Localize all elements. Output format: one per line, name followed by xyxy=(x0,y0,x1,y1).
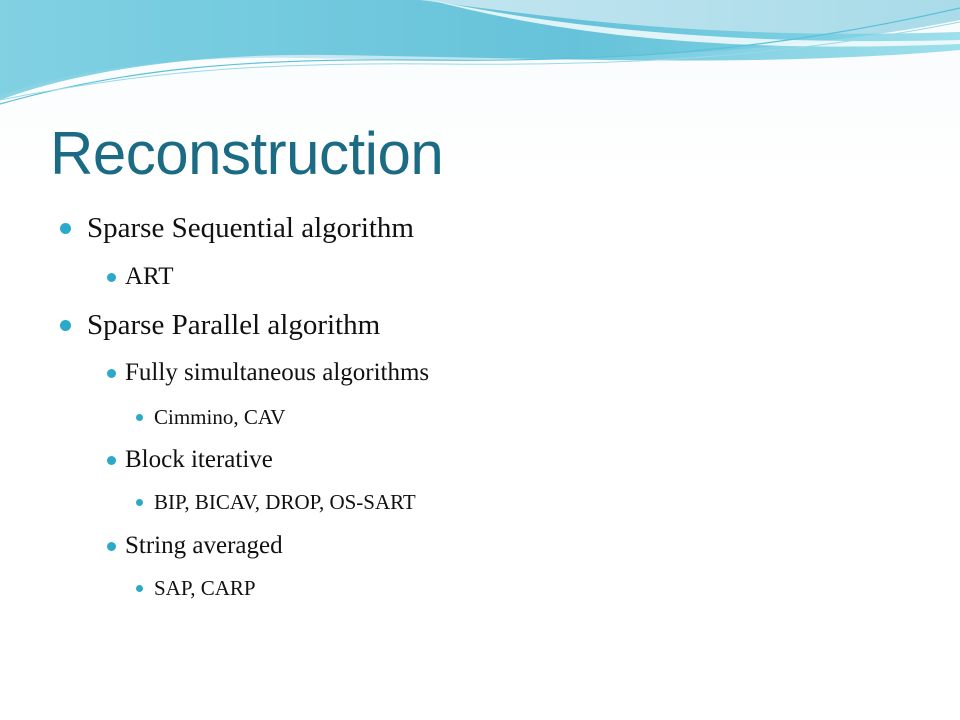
bullet-item: Block iterative xyxy=(125,446,273,473)
bullet-marker xyxy=(60,320,71,331)
bullet-item: Sparse Sequential algorithm xyxy=(87,212,414,244)
bullet-marker xyxy=(136,414,143,421)
bullet-marker xyxy=(107,273,116,282)
bullet-marker xyxy=(136,499,143,506)
bullet-marker xyxy=(107,542,116,551)
bullet-marker xyxy=(107,369,116,378)
bullet-item: SAP, CARP xyxy=(154,576,256,600)
bullet-item: Fully simultaneous algorithms xyxy=(125,359,430,386)
bullet-item: BIP, BICAV, DROP, OS-SART xyxy=(154,490,416,514)
bullet-item: Sparse Parallel algorithm xyxy=(87,309,381,341)
bullet-item: String averaged xyxy=(125,532,283,559)
slide-title: Reconstruction xyxy=(50,120,444,187)
bullet-item: ART xyxy=(125,263,174,290)
bullet-marker xyxy=(60,223,71,234)
bullet-marker xyxy=(136,585,143,592)
bullet-marker xyxy=(107,456,116,465)
bullet-item: Cimmino, CAV xyxy=(154,405,286,429)
